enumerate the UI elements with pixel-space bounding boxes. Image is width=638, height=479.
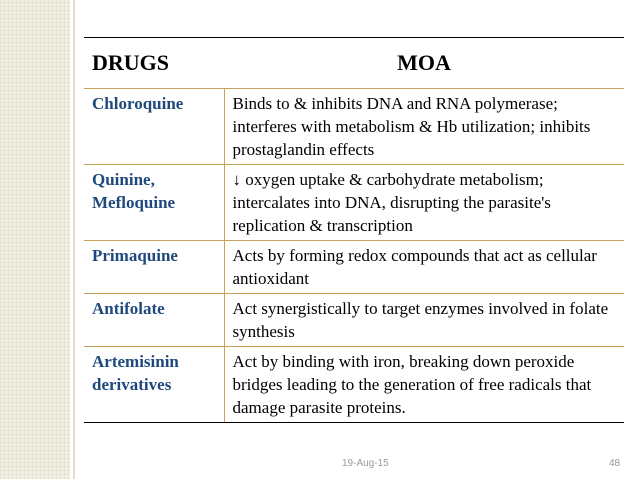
header-moa: MOA [224, 38, 624, 89]
table-row [84, 241, 624, 294]
table-row [84, 347, 624, 423]
drug-name: Artemisinin derivatives [84, 347, 224, 423]
drug-moa-table [84, 37, 624, 423]
decorative-side-line [73, 0, 75, 479]
footer-date: 19-Aug-15 [342, 458, 389, 469]
drug-name: Quinine, Mefloquine [84, 165, 224, 241]
drug-moa: Acts by forming redox compounds that act as cellular antioxidant [224, 241, 624, 294]
table-row [84, 165, 624, 241]
drug-moa: Binds to & inhibits DNA and RNA polymerase; interferes with metabolism & Hb utilization; inhibits prostaglandin effects [224, 89, 624, 165]
drug-name: Primaquine [84, 241, 224, 294]
drug-moa: ↓ oxygen uptake & carbohydrate metabolism; intercalates into DNA, disrupting the parasite's replication & transcription [224, 165, 624, 241]
drug-moa: Act synergistically to target enzymes involved in folate synthesis [224, 294, 624, 347]
drug-moa: Act by binding with iron, breaking down peroxide bridges leading to the generation of free radicals that damage parasite proteins. [224, 347, 624, 423]
page-number: 48 [609, 458, 621, 469]
decorative-side-band [0, 0, 70, 479]
header-drugs: DRUGS [84, 38, 224, 89]
table-row [84, 89, 624, 165]
drug-name: Antifolate [84, 294, 224, 347]
table-row [84, 294, 624, 347]
drug-name: Chloroquine [84, 89, 224, 165]
table-header-row [84, 38, 624, 89]
